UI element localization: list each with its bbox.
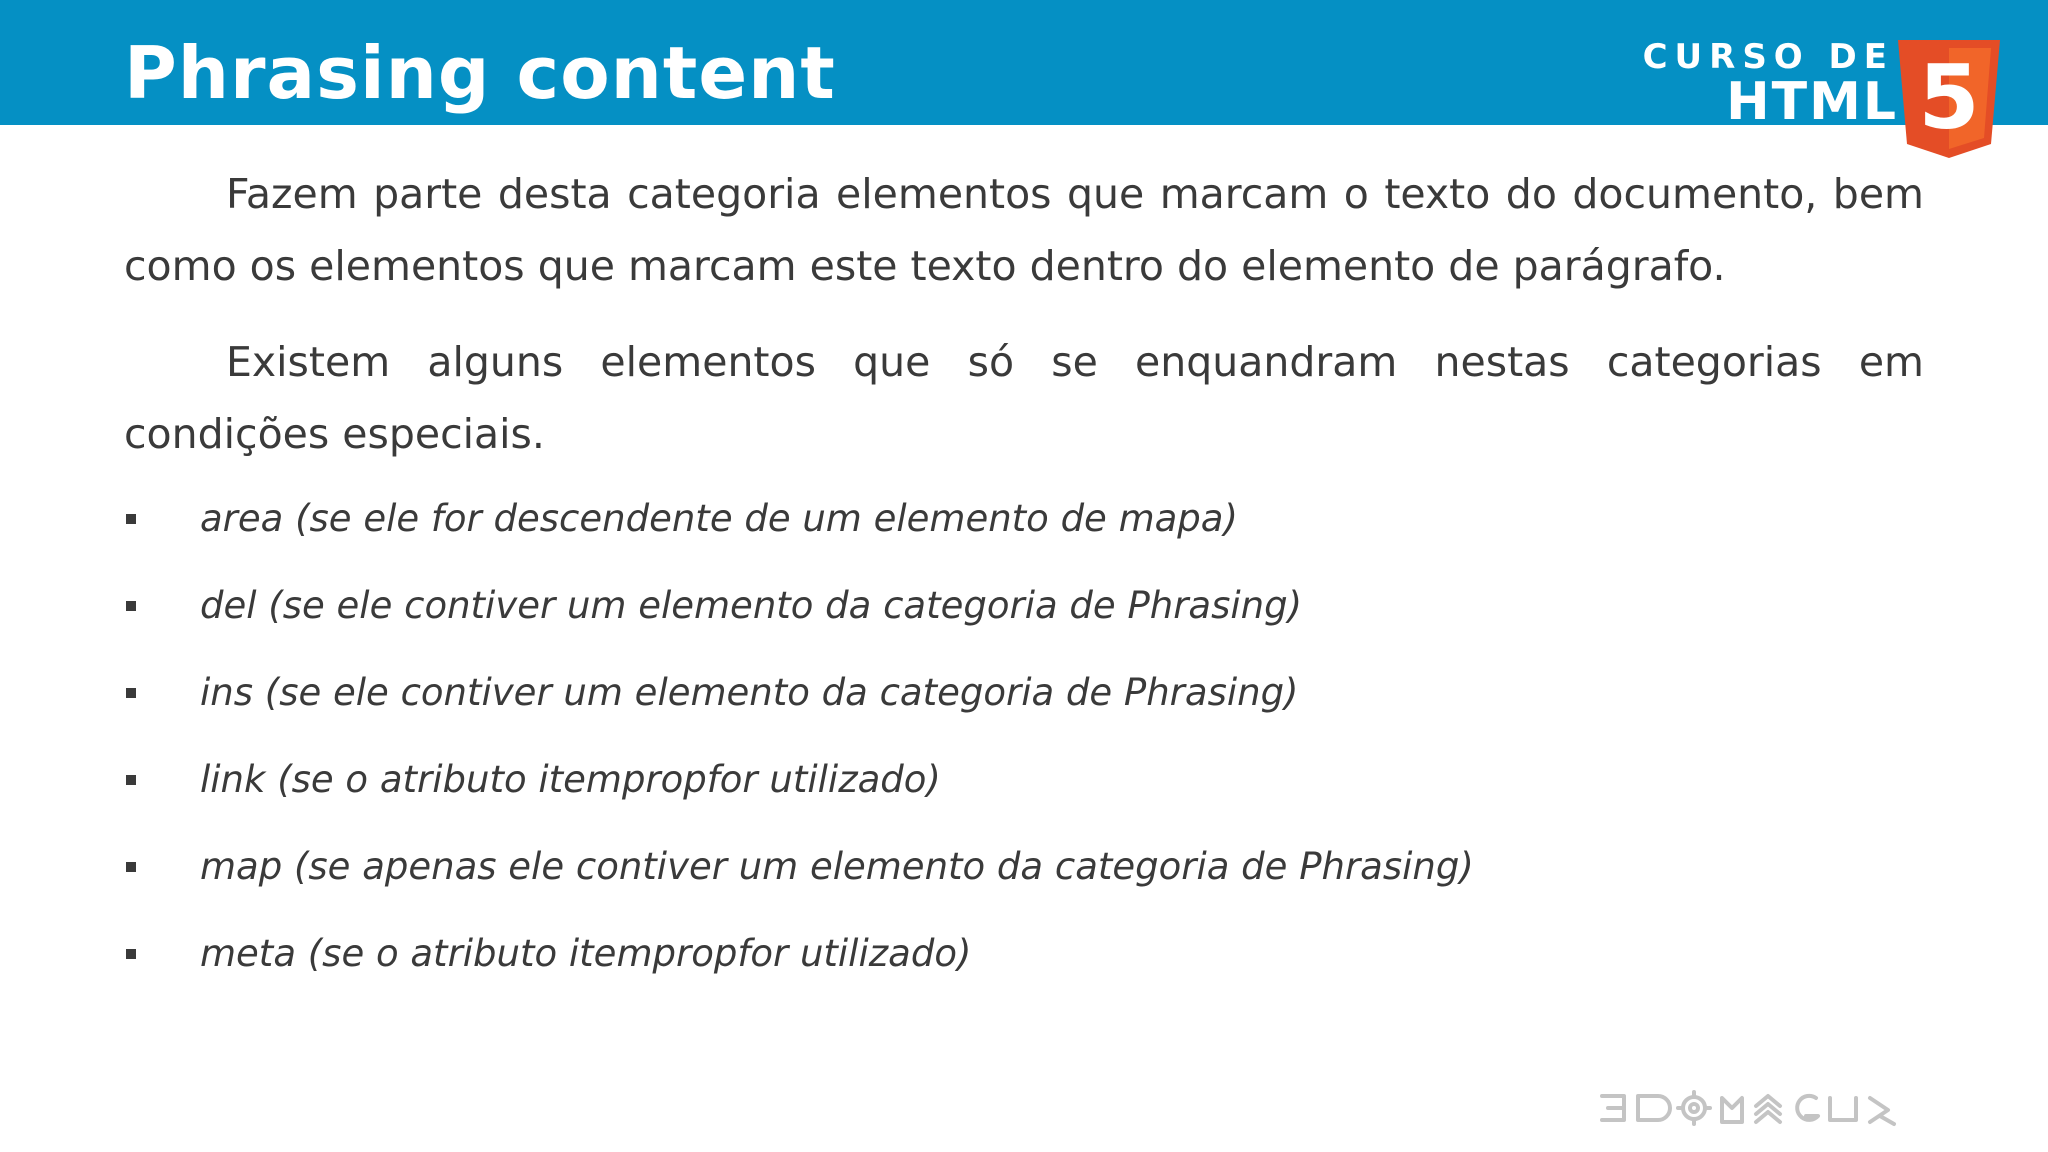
header-bar [0,0,2048,149]
html5-shield-icon [1898,40,2000,158]
list-item-text: area (se ele for descendente de um elemento de mapa) [200,497,1238,540]
square-bullet-icon [126,688,136,698]
list-item-text: ins (se ele contiver um elemento da categoria de Phrasing) [200,671,1299,714]
watermark-icons [1598,1086,1968,1130]
paragraph-2: Existem alguns elementos que só se enquandram nestas categorias em condições especiais. [124,338,1924,458]
page-title: Phrasing content [124,31,836,115]
logo-line-html: HTML [1726,72,1898,132]
list-item [124,755,1924,842]
html5-badge-number: 5 [1918,46,1980,149]
list-item-text: map (se apenas ele contiver um elemento da categoria de Phrasing) [200,845,1474,888]
square-bullet-icon [126,775,136,785]
bullet-list [124,494,1924,1016]
list-item [124,842,1924,929]
list-item [124,929,1924,1016]
slide-content [124,158,1924,1016]
list-item-text: del (se ele contiver um elemento da categoria de Phrasing) [200,584,1303,627]
list-item-text: meta (se o atributo itempropfor utilizado) [200,932,972,975]
list-item [124,668,1924,755]
square-bullet-icon [126,862,136,872]
square-bullet-icon [126,601,136,611]
list-item-text: link (se o atributo itempropfor utilizado) [200,758,941,801]
list-item [124,581,1924,668]
paragraph-1: Fazem parte desta categoria elementos que marcam o texto do documento, bem como os elementos que marcam este texto dentro do elemento de parágrafo. [124,170,1924,290]
square-bullet-icon [126,514,136,524]
square-bullet-icon [126,949,136,959]
course-logo [1640,36,2010,160]
list-item [124,494,1924,581]
logo-line-curso-de: CURSO DE [1642,37,1894,77]
